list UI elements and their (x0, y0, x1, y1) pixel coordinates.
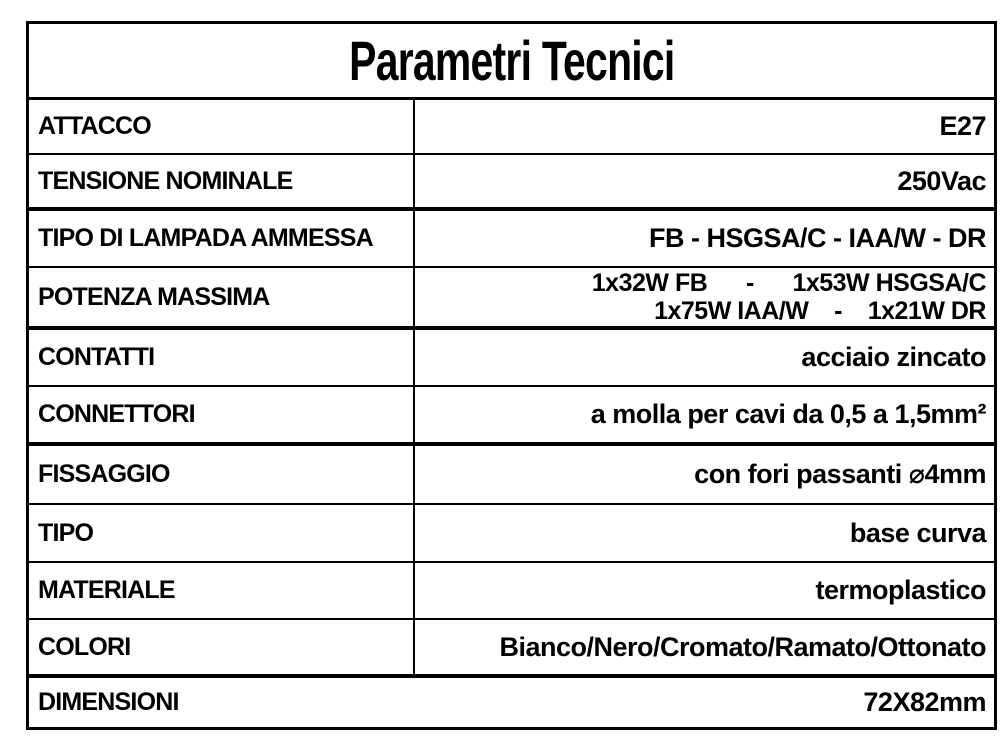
row-dimensioni (29, 678, 994, 727)
row-label: MATERIALE (38, 576, 175, 604)
row-value: termoplastico (413, 563, 994, 618)
row-value: 250Vac (413, 155, 994, 207)
row-value: 72X82mm (863, 687, 986, 717)
row-value-line-2: 1x75W IAA/W - 1x21W DR (654, 297, 986, 325)
row-tipo (29, 505, 994, 563)
row-colori (29, 620, 994, 678)
row-label: TENSIONE NOMINALE (38, 166, 293, 195)
row-connettori (29, 387, 994, 446)
table-title-row (29, 24, 994, 100)
row-label: TIPO (38, 518, 94, 547)
row-label: DIMENSIONI (38, 688, 179, 716)
row-label: FISSAGGIO (38, 460, 170, 488)
row-label: COLORI (38, 632, 131, 661)
row-value: a molla per cavi da 0,5 a 1,5mm² (413, 387, 994, 442)
row-label: CONTATTI (38, 343, 155, 371)
row-label: TIPO DI LAMPADA AMMESSA (38, 224, 373, 252)
row-value: con fori passanti ⌀4mm (413, 446, 994, 503)
row-contatti (29, 330, 994, 387)
technical-parameters-table (26, 21, 997, 730)
row-value: FB - HSGSA/C - IAA/W - DR (413, 211, 994, 266)
row-value: Bianco/Nero/Cromato/Ramato/Ottonato (413, 620, 994, 674)
row-value: E27 (413, 100, 994, 153)
row-value (413, 268, 994, 326)
row-label: CONNETTORI (38, 400, 195, 428)
row-attacco (29, 100, 994, 155)
row-value: acciaio zincato (413, 330, 994, 385)
row-potenza-massima (29, 268, 994, 330)
row-value-line-1: 1x32W FB - 1x53W HSGSA/C (591, 269, 986, 297)
row-label: POTENZA MASSIMA (38, 282, 270, 311)
table-title: Parametri Tecnici (348, 29, 675, 92)
row-tipo-di-lampada-ammessa (29, 211, 994, 268)
row-value: base curva (413, 505, 994, 561)
row-tensione-nominale (29, 155, 994, 211)
row-fissaggio (29, 446, 994, 505)
row-label: ATTACCO (38, 112, 151, 140)
row-materiale (29, 563, 994, 620)
